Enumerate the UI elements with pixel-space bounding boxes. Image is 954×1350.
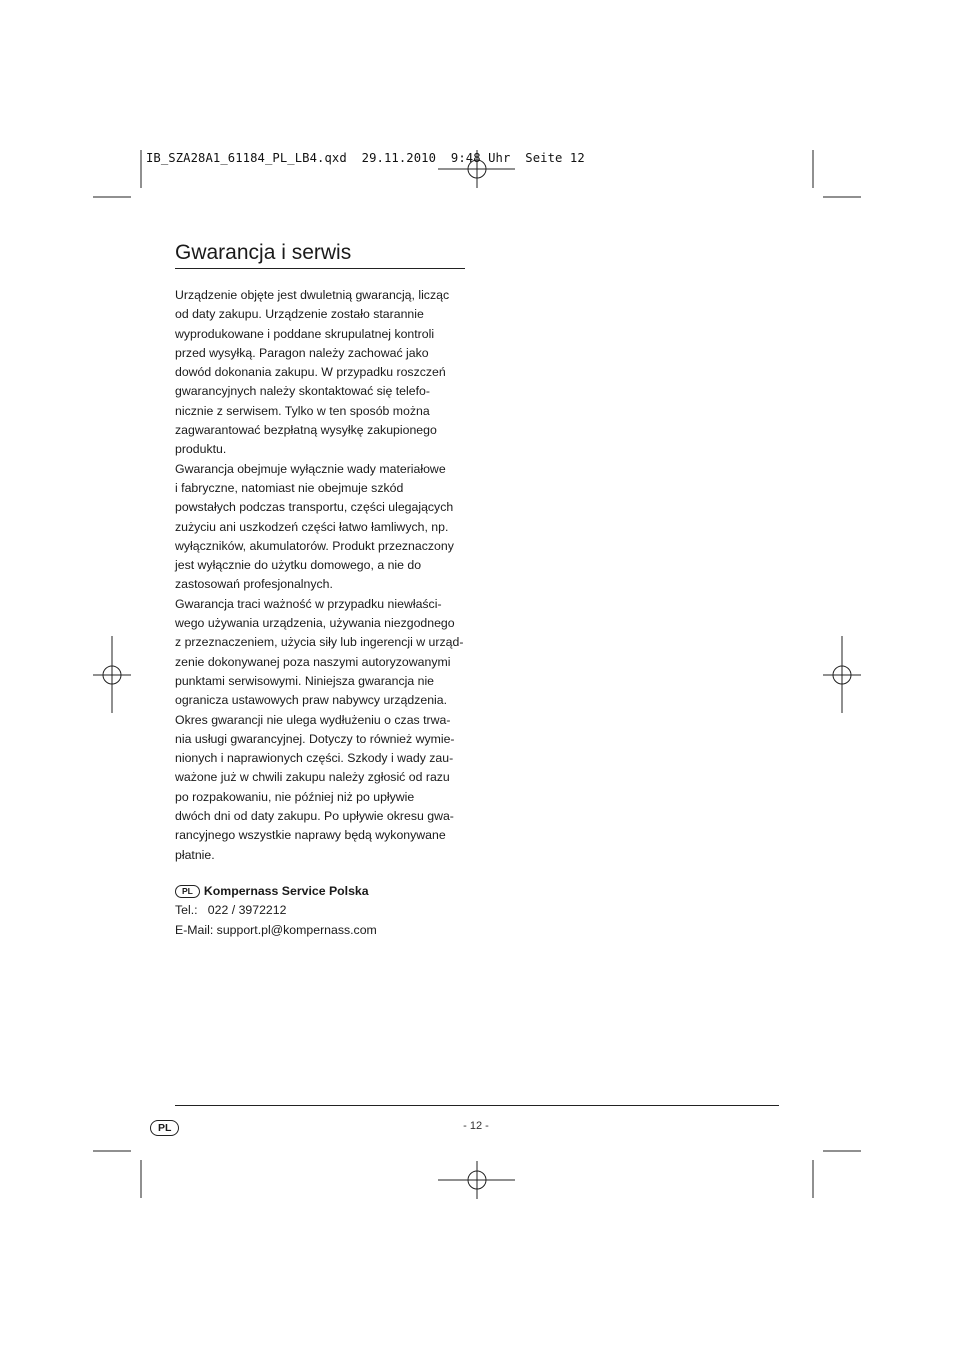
page-number: - 12 -: [463, 1120, 489, 1132]
service-heading: [175, 882, 475, 901]
body-line: wego używania urządzenia, używania niezgodnego: [175, 616, 455, 631]
body-line: powstałych podczas transportu, części ulegających: [175, 500, 454, 515]
body-line: wyłączników, akumulatorów. Produkt przeznaczony: [175, 538, 454, 553]
body-line: dwóch dni od daty zakupu. Po upływie okresu gwa-: [175, 809, 454, 824]
page-title: Gwarancja i serwis: [175, 241, 352, 264]
body-line: wyprodukowane i poddane skrupulatnej kontroli: [175, 326, 435, 341]
body-line: zagwarantować bezpłatną wysyłkę zakupionego: [175, 423, 437, 438]
body-line: ważone już w chwili zakupu należy zgłosić od razu: [175, 770, 450, 785]
service-phone: Tel.: 022 / 3972212: [175, 903, 287, 918]
body-line: przed wysyłką. Paragon należy zachować jako: [175, 345, 429, 360]
country-badge: PL: [175, 885, 200, 898]
body-line: płatnie.: [175, 847, 215, 862]
service-contact: [175, 882, 475, 940]
body-line: zastosowań profesjonalnych.: [175, 577, 333, 592]
body-line: zenie dokonywanej poza naszymi autoryzowanymi: [175, 654, 451, 669]
body-line: punktami serwisowymi. Niniejsza gwarancja nie: [175, 673, 435, 688]
body-line: produktu.: [175, 442, 227, 457]
body-line: dowód dokonania zakupu. W przypadku roszczeń: [175, 365, 446, 380]
body-line: Okres gwarancji nie ulega wydłużeniu o czas trwa-: [175, 712, 451, 727]
body-line: od daty zakupu. Urządzenie zostało starannie: [175, 307, 424, 322]
service-email: E-Mail: support.pl@kompernass.com: [175, 922, 377, 937]
body-line: ogranicza ustawowych praw nabywcy urządzenia.: [175, 693, 448, 708]
body-line: nionych i naprawionych części. Szkody i wady zau-: [175, 751, 454, 766]
language-badge: PL: [150, 1120, 179, 1136]
body-line: po rozpakowaniu, nie później niż po upływie: [175, 789, 415, 804]
body-line: nia usługi gwarancyjnej. Dotyczy to również wymie-: [175, 731, 455, 746]
body-line: Urządzenie objęte jest dwuletnią gwarancją, licząc: [175, 288, 450, 302]
body-line: Gwarancja obejmuje wyłącznie wady materiałowe: [175, 461, 446, 476]
service-name: Kompernass Service Polska: [203, 884, 369, 898]
body-line: gwarancyjnych należy skontaktować się telefo-: [175, 384, 430, 399]
body-line: rancyjnego wszystkie naprawy będą wykonywane: [175, 828, 446, 843]
body-line: zużyciu ani uszkodzeń części łatwo łamliwych, np.: [175, 519, 449, 534]
footer-rule: [175, 1105, 779, 1106]
body-line: i fabryczne, natomiast nie obejmuje szkód: [175, 480, 404, 495]
print-slug-line: IB_SZA28A1_61184_PL_LB4.qxd 29.11.2010 9:48 Uhr Seite 12: [146, 151, 585, 165]
body-line: nicznie z serwisem. Tylko w ten sposób można: [175, 403, 430, 418]
body-line: jest wyłącznie do użytku domowego, a nie do: [175, 558, 422, 573]
title-underline: [175, 268, 465, 269]
warranty-body: [175, 286, 475, 865]
body-line: Gwarancja traci ważność w przypadku niewłaści-: [175, 596, 442, 611]
body-line: z przeznaczeniem, użycia siły lub ingerencji w urząd-: [175, 635, 464, 650]
